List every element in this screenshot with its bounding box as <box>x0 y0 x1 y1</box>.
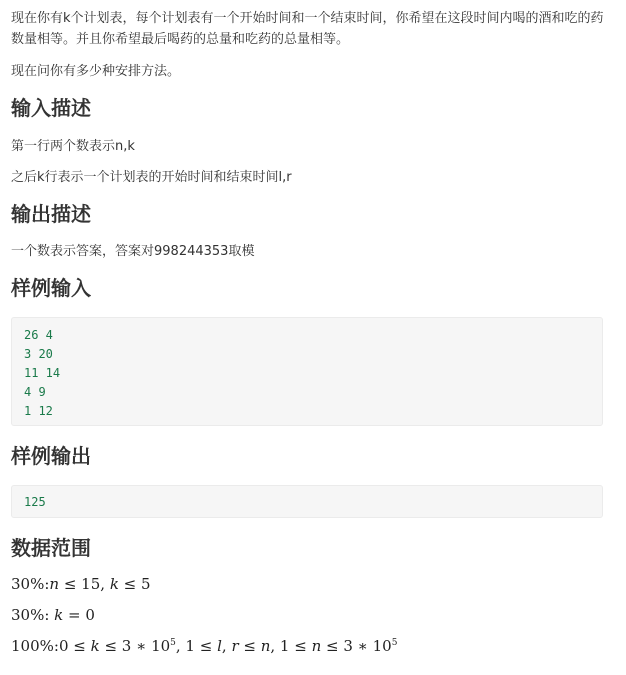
math-var-l: l <box>217 637 222 655</box>
constraint-1 <box>11 574 151 594</box>
math-text: , <box>221 637 232 655</box>
sample-input-line: 11 14 <box>24 366 61 380</box>
sample-input-line: 3 20 <box>24 347 53 361</box>
math-var-n: n <box>311 637 322 655</box>
constraint-percent: 30%: <box>11 575 50 593</box>
math-var-k: k <box>54 606 64 624</box>
math-var-n: n <box>260 637 271 655</box>
constraint-percent: 100%: <box>11 637 59 655</box>
sample-input-line: 1 12 <box>24 404 53 418</box>
input-description-line-2: 之后k行表示一个计划表的开始时间和结束时间l,r <box>11 170 292 185</box>
sample-output-line: 125 <box>24 495 46 509</box>
problem-question: 现在问你有多少种安排方法。 <box>11 64 181 79</box>
math-text: , 1 ≤ <box>175 637 218 655</box>
constraint-percent: 30%: <box>11 606 55 624</box>
constraint-2 <box>11 605 95 625</box>
sample-input-heading: 样例输入 <box>11 276 91 300</box>
data-range-heading: 数据范围 <box>11 536 91 560</box>
sample-input-line: 4 9 <box>24 385 46 399</box>
sample-output-code-block[interactable] <box>11 485 603 518</box>
math-text: ≤ 3 ∗ 10 <box>321 637 392 655</box>
math-text: = 0 <box>63 606 95 624</box>
problem-description: 现在你有k个计划表，每个计划表有一个开始时间和一个结束时间，你希望在这段时间内喝的酒和吃的药数量相等。并且你希望最后喝药的总量和吃药的总量相等。 <box>11 11 604 47</box>
math-text: , 1 ≤ <box>270 637 312 655</box>
math-text: 0 ≤ <box>58 637 91 655</box>
output-description-line: 一个数表示答案，答案对998244353取模 <box>11 244 255 259</box>
sample-input-code-block[interactable] <box>11 317 603 426</box>
math-exponent: 5 <box>170 638 176 648</box>
constraint-3 <box>11 636 397 656</box>
math-var-n: n <box>49 575 60 593</box>
math-exponent: 5 <box>391 638 398 648</box>
output-description-heading: 输出描述 <box>11 202 91 226</box>
input-description-heading: 输入描述 <box>11 96 91 120</box>
math-var-r: r <box>231 637 239 655</box>
math-var-k: k <box>90 637 100 655</box>
math-text: ≤ 3 ∗ 10 <box>99 637 171 655</box>
math-text: ≤ <box>238 637 261 655</box>
sample-output-heading: 样例输出 <box>11 444 91 468</box>
math-text: ≤ 5 <box>118 575 151 593</box>
math-text: ≤ 15, <box>59 575 110 593</box>
math-var-k: k <box>109 575 119 593</box>
sample-input-line: 26 4 <box>24 328 53 342</box>
input-description-line-1: 第一行两个数表示n,k <box>11 139 135 154</box>
